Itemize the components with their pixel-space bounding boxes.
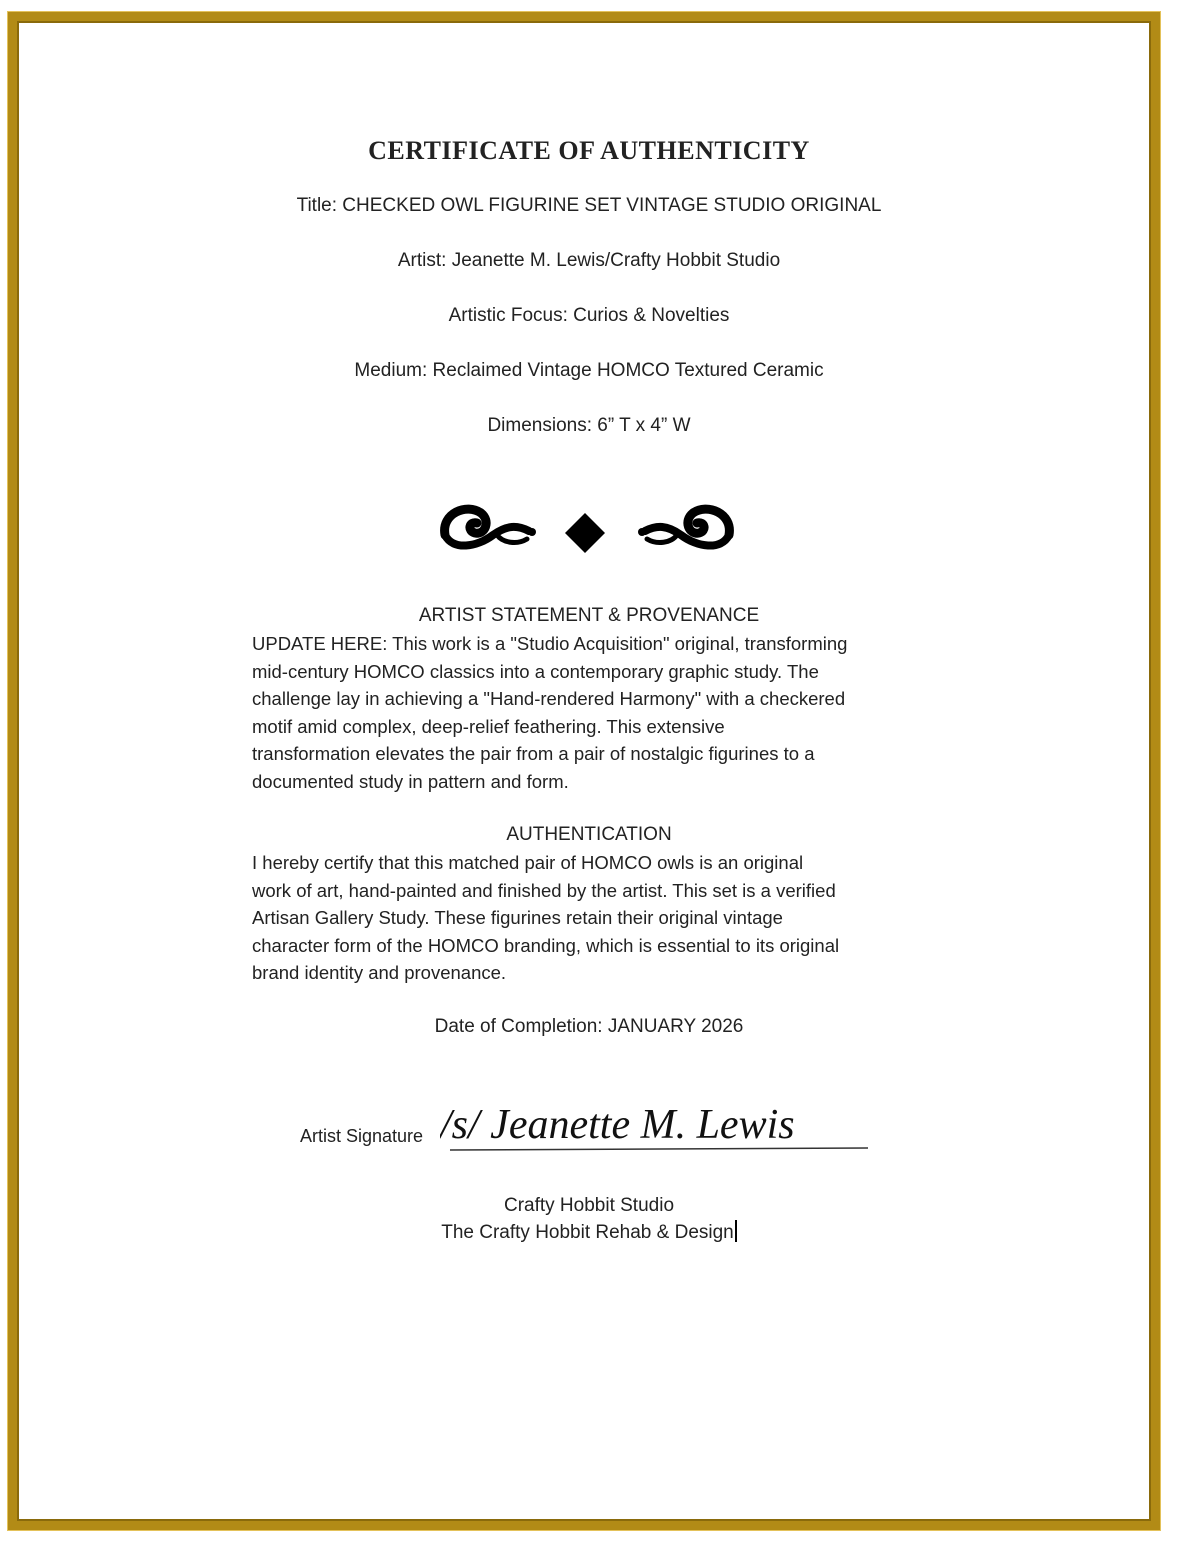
studio-subtitle: The Crafty Hobbit Rehab & Design xyxy=(441,1222,734,1243)
flourish-ornament-icon xyxy=(437,495,737,565)
authentication-line: brand identity and provenance. xyxy=(252,962,507,983)
certificate-heading: CERTIFICATE OF AUTHENTICITY xyxy=(368,136,810,165)
statement-line: documented study in pattern and form. xyxy=(252,770,569,792)
authentication-line: Artisan Gallery Study. These figurines retain their original vintage xyxy=(252,907,783,928)
text-cursor xyxy=(735,1220,737,1242)
statement-line: UPDATE HERE: This work is a "Studio Acquisition" original, transforming xyxy=(252,633,848,654)
studio-subtitle-row xyxy=(0,1219,1178,1246)
artistic-focus-line: Artistic Focus: Curios & Novelties xyxy=(448,305,730,326)
authentication-line: I hereby certify that this matched pair of HOMCO owls is an original xyxy=(252,852,804,873)
title-line: Title: CHECKED OWL FIGURINE SET VINTAGE STUDIO ORIGINAL xyxy=(296,195,882,216)
statement-line: mid-century HOMCO classics into a contemporary graphic study. The xyxy=(252,660,819,682)
statement-line: motif amid complex, deep-relief feathering. This extensive xyxy=(252,715,725,737)
statement-line: transformation elevates the pair from a pair of nostalgic figurines to a xyxy=(252,743,815,764)
completion-date: Date of Completion: JANUARY 2026 xyxy=(434,1016,744,1037)
authentication-title: AUTHENTICATION xyxy=(506,824,672,845)
authentication-line: work of art, hand-painted and finished by the artist. This set is a verified xyxy=(252,879,836,901)
signature-text: /s/ Jeanette M. Lewis xyxy=(440,1102,795,1148)
statement-line: challenge lay in achieving a "Hand-rendered Harmony" with a checkered xyxy=(252,688,846,709)
authentication-body xyxy=(252,849,916,987)
statement-title: ARTIST STATEMENT & PROVENANCE xyxy=(418,605,760,626)
studio-name: Crafty Hobbit Studio xyxy=(503,1195,675,1216)
medium-line: Medium: Reclaimed Vintage HOMCO Textured Ceramic xyxy=(354,360,824,381)
artist-line: Artist: Jeanette M. Lewis/Crafty Hobbit Studio xyxy=(397,250,781,271)
signature-row xyxy=(300,1098,900,1158)
handwritten-signature xyxy=(440,1098,870,1160)
authentication-line: character form of the HOMCO branding, which is essential to its original xyxy=(252,934,840,956)
signature-label: Artist Signature xyxy=(300,1126,424,1146)
dimensions-line: Dimensions: 6” T x 4” W xyxy=(487,415,691,436)
statement-body xyxy=(252,630,916,795)
